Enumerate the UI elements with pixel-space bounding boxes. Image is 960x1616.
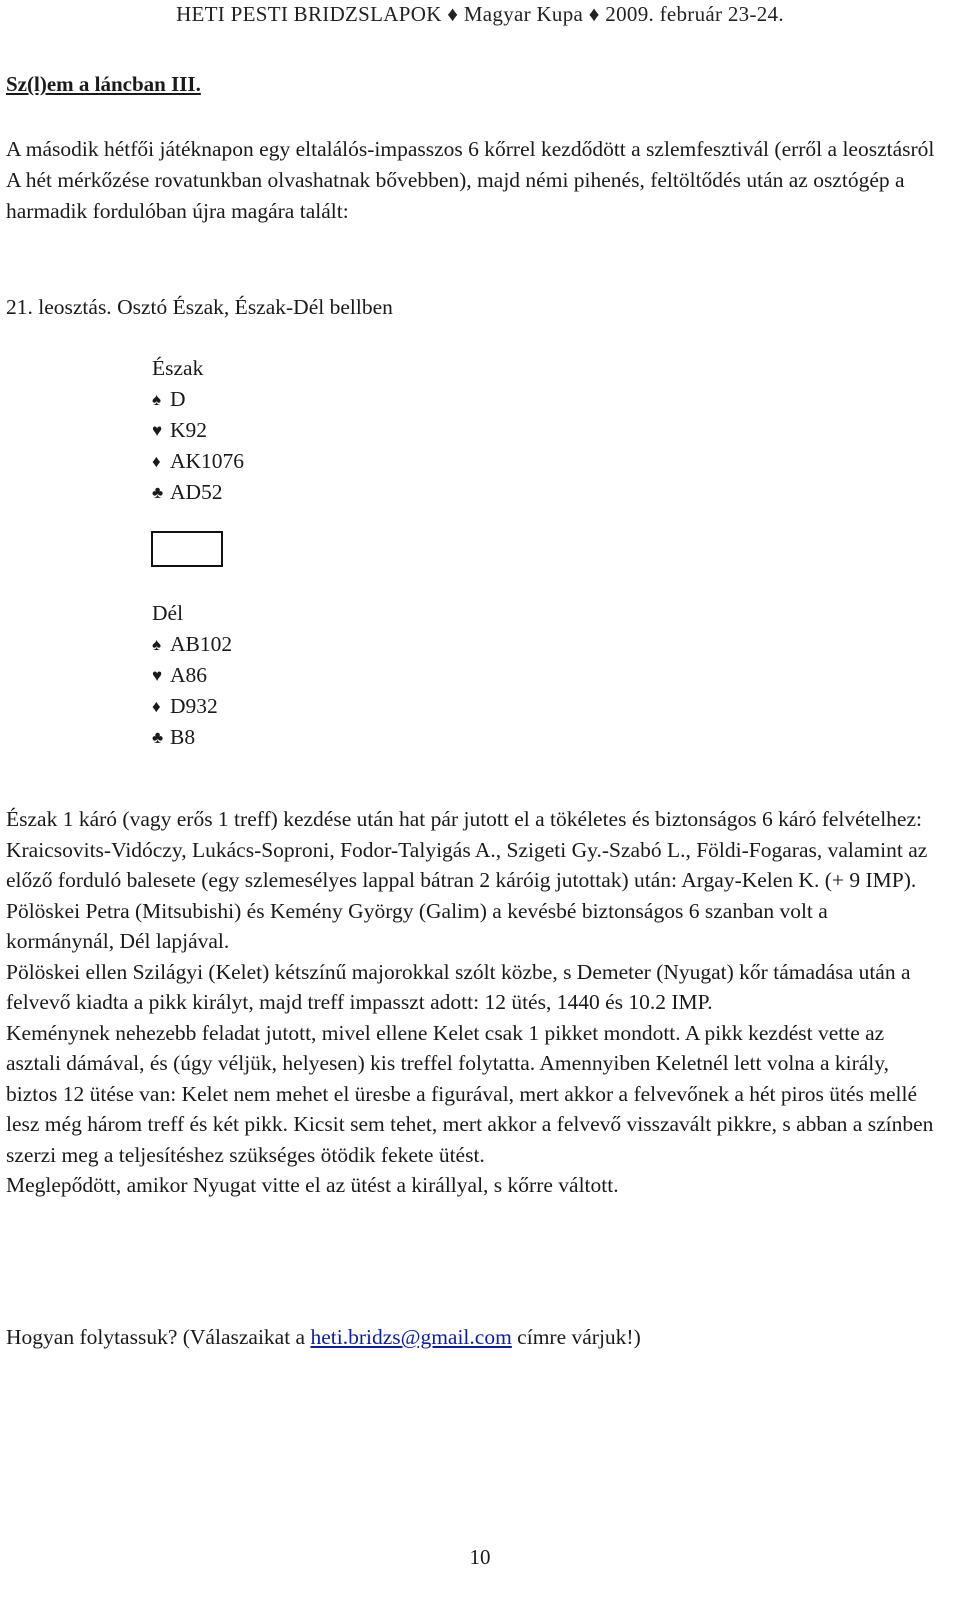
diamond-icon: ♦ <box>447 2 459 26</box>
deal-number: 21. leosztás. <box>6 295 112 319</box>
north-spades-row <box>152 384 244 415</box>
article-body <box>6 804 941 1201</box>
south-hearts: A86 <box>170 663 208 687</box>
heart-icon: ♥ <box>152 421 163 440</box>
article-title: Sz(l)em a láncban III. <box>6 72 201 96</box>
south-spades-row <box>152 629 232 660</box>
email-link[interactable]: heti.bridzs@gmail.com <box>310 1325 512 1349</box>
north-diamonds: AK1076 <box>170 449 245 473</box>
spade-icon: ♠ <box>152 390 162 409</box>
north-label: Észak <box>152 356 204 380</box>
club-icon: ♣ <box>152 483 164 502</box>
bridge-table-box <box>151 531 223 567</box>
club-icon: ♣ <box>152 728 164 747</box>
south-label: Dél <box>152 601 184 625</box>
header-publication: HETI PESTI BRIDZSLAPOK <box>176 2 442 26</box>
south-label-row <box>152 598 232 629</box>
diamond-icon: ♦ <box>152 452 161 471</box>
south-hearts-row <box>152 660 232 691</box>
north-hand <box>152 353 244 508</box>
north-hearts: K92 <box>170 418 208 442</box>
question-text-end: címre várjuk!) <box>511 1325 641 1349</box>
body-paragraph: Keménynek nehezebb feladat jutott, mivel ellene Kelet csak 1 pikket mondott. A pikk kezdést vette az asztali dámával, és (úgy véljük, helyesen) kis treffel folytatta. Amennyiben Keletnél lett volna a király, biztos 12 ütése van: Kelet nem mehet el üresbe a figurával, mert akkor a felvevőnek a hét piros ütés mellé lesz még három treff és két pikk. Kicsit sem tehet, mert akkor a felvevő visszavált pikkre, s abban a színben szerzi meg a teljesítéshez szükséges ötödik fekete ütést. <box>6 1020 934 1167</box>
heart-icon: ♥ <box>152 666 163 685</box>
intro-paragraph: A második hétfői játéknapon egy eltalálós-impasszos 6 kőrrel kezdődött a szlemfesztivál (erről a leosztásról A hét mérkőzése rovatunkban olvashatnak bővebben), majd némi pihenés, feltöltődés után az osztógép a harmadik fordulóban újra magára talált: <box>6 137 935 223</box>
south-diamonds-row <box>152 691 232 722</box>
north-label-row <box>152 353 244 384</box>
page-header <box>0 2 960 27</box>
body-paragraph: Pölöskei Petra (Mitsubishi) és Kemény György (Galim) a kevésbé biztonságos 6 szanban volt a kormánynál, Dél lapjával. <box>6 898 828 953</box>
body-paragraph: Észak 1 káró (vagy erős 1 treff) kezdése után hat pár jutott el a tökéletes és biztonságos 6 káró felvételhez: Kraicsovits-Vidóczy, Lukács-Soproni, Fodor-Talyigás A., Szigeti Gy.-Szabó L., Földi-Fogaras, valamint az előző forduló balesete (egy szlemesélyes lappal bátran 2 káróig jutottak) után: Argay-Kelen K. (+ 9 IMP). <box>6 807 928 892</box>
south-hand <box>152 598 232 753</box>
page-number: 10 <box>469 1545 491 1569</box>
diamond-icon: ♦ <box>588 2 600 26</box>
north-clubs: AD52 <box>170 480 223 504</box>
north-clubs-row <box>152 477 244 508</box>
article-intro <box>6 134 941 227</box>
south-clubs: B8 <box>170 725 196 749</box>
reader-question <box>6 1322 941 1353</box>
south-diamonds: D932 <box>170 694 218 718</box>
north-diamonds-row <box>152 446 244 477</box>
north-spades: D <box>170 387 186 411</box>
question-text: Hogyan folytassuk? (Válaszaikat a <box>6 1325 311 1349</box>
diamond-icon: ♦ <box>152 697 161 716</box>
body-paragraph: Meglepődött, amikor Nyugat vitte el az ütést a királlyal, s kőrre váltott. <box>6 1173 619 1197</box>
header-event: Magyar Kupa <box>463 2 584 26</box>
north-hearts-row <box>152 415 244 446</box>
south-spades: AB102 <box>170 632 233 656</box>
spade-icon: ♠ <box>152 635 162 654</box>
body-paragraph: Pölöskei ellen Szilágyi (Kelet) kétszínű majorokkal szólt közbe, s Demeter (Nyugat) kőr támadása után a felvevő kiadta a pikk királyt, majd treff impasszt adott: 12 ütés, 1440 és 10.2 IMP. <box>6 959 911 1014</box>
deal-info: Osztó Észak, Észak-Dél bellben <box>117 295 393 319</box>
south-clubs-row <box>152 722 232 753</box>
deal-heading <box>6 292 393 323</box>
header-date: 2009. február 23-24. <box>605 2 784 26</box>
